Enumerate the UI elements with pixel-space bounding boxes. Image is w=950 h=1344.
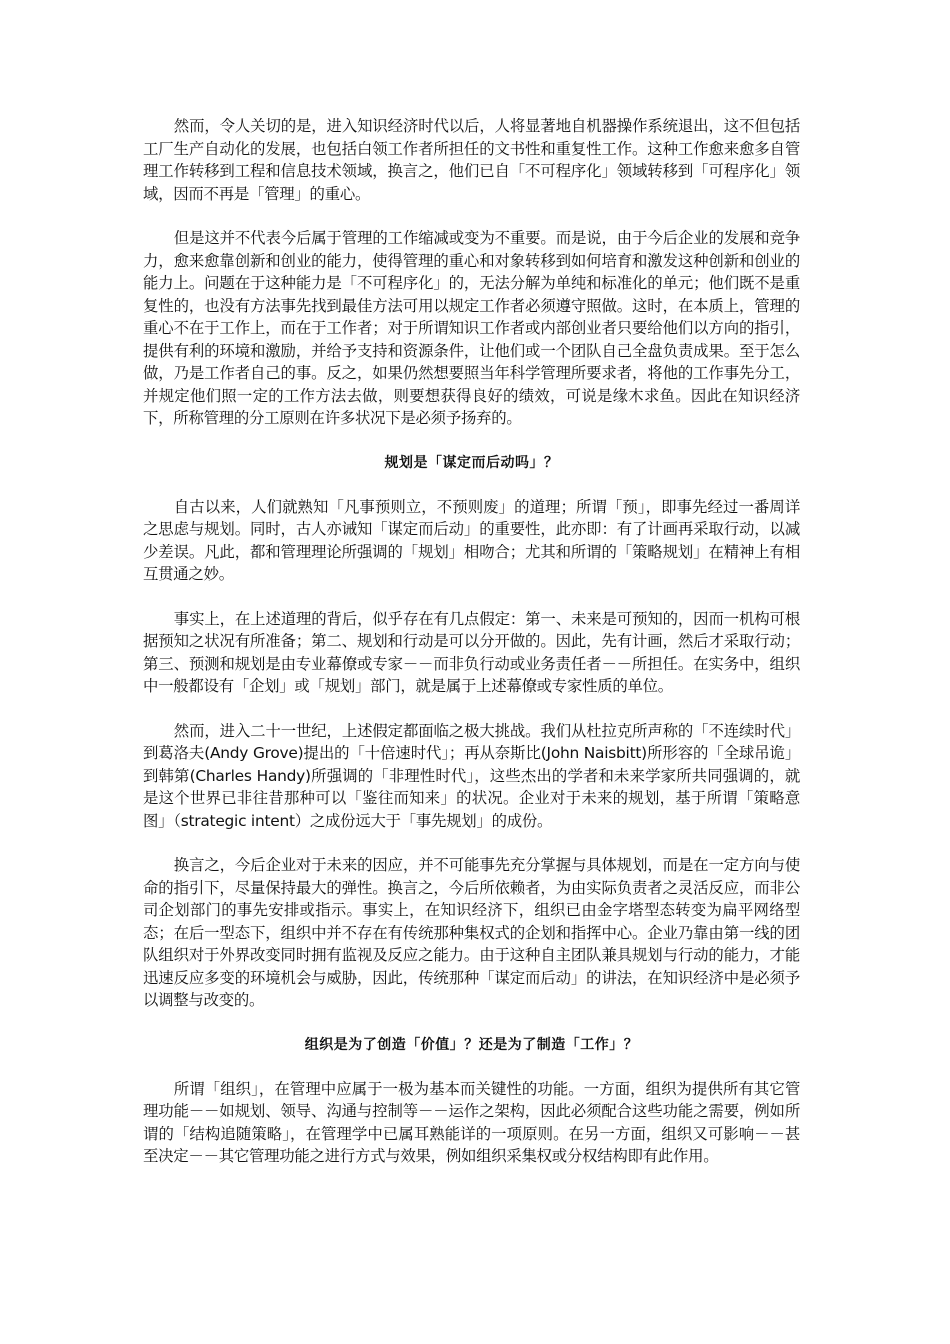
paragraph-planning-tradition: 自古以来，人们就熟知「凡事预则立，不预则废」的道理；所谓「预」，即事先经过一番周详之思虑与规划。同时，古人亦诫知「谋定而后动」的重要性，此亦即：有了计画再采取行动，以减少差误。凡此，都和管理理论所强调的「规划」相吻合；尤其和所谓的「策略规划」在精神上有相互贯通之妙。	[143, 497, 800, 583]
section-heading-organization: 组织是为了创造「价值」？还是为了制造「工作」？	[304, 1036, 639, 1053]
paragraph-flexibility: 换言之，今后企业对于未来的因应，并不可能事先充分掌握与具体规划，而是在一定方向与使命的指引下，尽量保持最大的弹性。换言之，今后所依赖者，为由实际负责者之灵活反应，而非公司企划部门的事先安排或指示。事实上，在知识经济下，组织已由金字塔型态转变为扁平网络型态；在后一型态下，组织中并不存在有传统那种集权式的企划和指挥中心。企业乃靠由第一线的团队组织对于外界改变同时拥有监视及反应之能力。由于这种自主团队兼具规划与行动的能力，才能迅速反应多变的环境机会与威胁，因此，传统那种「谋定而后动」的讲法，在知识经济中是必须予以调整与改变的。	[143, 856, 800, 1009]
paragraph-automation-shift: 然而，令人关切的是，进入知识经济时代以后，人将显著地自机器操作系统退出，这不但包括工厂生产自动化的发展，也包括白领工作者所担任的文书性和重复性工作。这种工作愈来愈多自管理工作转移到工程和信息技术领域，换言之，他们已自「不可程序化」领域转移到「可程序化」领域，因而不再是「管理」的重心。	[143, 117, 800, 203]
document-page	[143, 115, 800, 1190]
paragraph-planning-assumptions: 事实上，在上述道理的背后，似乎存在有几点假定：第一、未来是可预知的，因而一机构可根据预知之状况有所准备；第二、规划和行动是可以分开做的。因此，先有计画，然后才采取行动；第三、预测和规划是由专业幕僚或专家－－而非负行动或业务责任者－－所担任。在实务中，组织中一般都设有「企划」或「规划」部门，就是属于上述幕僚或专家性质的单位。	[143, 609, 800, 695]
section-heading-planning: 规划是「谋定而后动吗」？	[384, 454, 559, 471]
paragraph-organization-function: 所谓「组织」，在管理中应属于一极为基本而关键性的功能。一方面，组织为提供所有其它管理功能－－如规划、领导、沟通与控制等－－运作之架构，因此必须配合这些功能之需要，例如所谓的「结构追随策略」，在管理学中已属耳熟能详的一项原则。在另一方面，组织又可影响－－甚至决定－－其它管理功能之进行方式与效果，例如组织采集权或分权结构即有此作用。	[143, 1079, 800, 1165]
paragraph-twenty-first-century: 然而，进入二十一世纪，上述假定都面临之极大挑战。我们从杜拉克所声称的「不连续时代」到葛洛夫(Andy Grove)提出的「十倍速时代」；再从奈斯比(John Naisbitt)所形容的「全球吊诡」到韩第(Charles Handy)所强调的「非理性时代」，这些杰出的学者和未来学家所共同强调的，就是这个世界已非往昔那种可以「鉴往而知来」的状况。企业对于未来的规划，基于所谓「策略意图」（strategic intent）之成份远大于「事先规划」的成份。	[143, 721, 800, 830]
paragraph-management-focus: 但是这并不代表今后属于管理的工作缩减或变为不重要。而是说，由于今后企业的发展和竞争力，愈来愈靠创新和创业的能力，使得管理的重心和对象转移到如何培育和激发这种创新和创业的能力上。问题在于这种能力是「不可程序化」的，无法分解为单纯和标准化的单元；他们既不是重复性的，也没有方法事先找到最佳方法可用以规定工作者必须遵守照做。这时，在本质上，管理的重心不在于工作上，而在于工作者；对于所谓知识工作者或内部创业者只要给他们以方向的指引，提供有利的环境和激励，并给予支持和资源条件，让他们或一个团队自己全盘负责成果。至于怎么做，乃是工作者自己的事。反之，如果仍然想要照当年科学管理所要求者，将他的工作事先分工，并规定他们照一定的工作方法去做，则要想获得良好的绩效，可说是缘木求鱼。因此在知识经济下，所称管理的分工原则在许多状况下是必须予扬弃的。	[143, 229, 800, 427]
